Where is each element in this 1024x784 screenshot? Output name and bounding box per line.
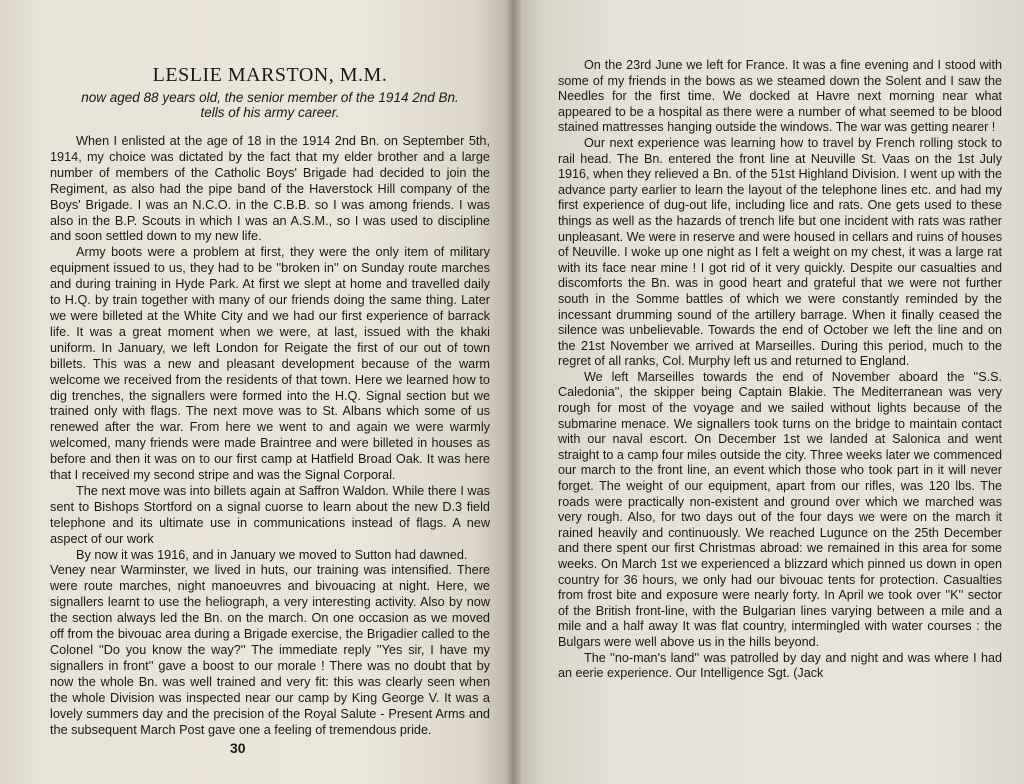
paragraph: Army boots were a problem at first, they were the only item of military equipment issued to us, they had to be ''broken in'' on Sunday route marches and during training in Hyde Park. At first we slept at home and travelled daily to H.Q. by train together with many of our friends doing the same thing. Later we were billeted at the White City and we had our first experience of barrack life. It was a great moment when we were, at last, issued with the khaki uniform. In January, we left London for Reigate the first of our out of town billets. This was a new and pleasant development because of the warm welcome we received from the residents of that town. Here we learned how to dig trenches, the signallers were formed into the H.Q. Signal section but we trained only with flags. The next move was to St. Albans which some of us renewed after the war. From here we went to and again we were warmly welcomed, many friends were made Braintree and were billeted in houses as before and then it was on to our first camp at Hatfield Broad Oak. It was here that I received my second stripe and was the Signal Corporal.: [50, 245, 490, 483]
paragraph: By now it was 1916, and in January we moved to Sutton had dawned.: [76, 547, 468, 562]
paragraph: Our next experience was learning how to travel by French rolling stock to rail head. The Bn. entered the front line at Neuville St. Vaas on the 1st July 1916, when they relieved a Bn. of the 51st Highland Division. I went up with the advance party earlier to learn the layout of the telephone lines etc. and had my first experience of dug-out life, including lice and rats. One gets used to these things as well as the hazards of trench life but one incident with rats was rather unpleasant. We were in reserve and were housed in cellars and ruins of houses of Neuville. I woke up one night as I felt a weight on my chest, it was a large rat with its face near mine ! I got rid of it very quickly. Despite our casualties and discomforts the Bn. was in good heart and grateful that we were not further south in the Somme battles of which we were constantly reminded by the incessant drumming sound of the artillery barrage. When it finally ceased the silence was unbelievable. Towards the end of October we left the line and on the 21st November we arrived at Marseilles. During this period, much to the regret of all ranks, Col. Murphy left us and returned to England.: [558, 135, 1002, 369]
article-title: LESLIE MARSTON, M.M.: [152, 64, 388, 86]
paragraph: On the 23rd June we left for France. It was a fine evening and I stood with some of my friends in the bows as we steamed down the Solent and I saw the Needles for the first time. We docked at Havre next morning near what appeared to be a hospital as there were a number of what seemed to be blood stained mattresses hanging outside the windows. The war was getting nearer !: [558, 58, 1002, 135]
paragraph: We left Marseilles towards the end of November aboard the ''S.S. Caledonia'', the skipper being Captain Blakie. The Mediterranean was very rough for most of the voyage and we sailed without lights because of the submarine menace. We signallers took turns on the bridge to maintain contact with our naval escort. On December 1st we landed at Salonica and went straight to a camp four miles outside the city. Three weeks later we commenced our march to the front line, an event which those who took part in it will never forget. The weight of our equipment, apart from our rifles, was 120 lbs. The roads were practically non-existent and ground over which we marched was very rough. Also, for two days out of the four days we were on the march it rained heavily and continuously. We reached Lugunce on the 25th December and there spent our first Christmas abroad: we remained in this area for some weeks. On March 1st we experienced a blizzard which pinned us down in open country for 36 hours, we only had our bivouac tents for protection. Casualties from frost bite and exposure were nearly forty. In April we took over ''K'' sector of the British front-line, with the Bulgarian lines varying between a mile and a mile and a half away It was flat country, intermingled with water courses : the Bulgars were well above us in the hills beyond.: [558, 369, 1002, 649]
page-number: 30: [230, 740, 246, 756]
subtitle-line-1: now aged 88 years old, the senior member of the 1914 2nd Bn.: [81, 90, 459, 105]
paragraph: The next move was into billets again at Saffron Waldon. While there I was sent to Bishops Stortford on a signal cuorse to learn about the new D.3 field telephone and its ultimate use in communications instead of flags. A new aspect of our work: [50, 483, 490, 546]
paragraph: Veney near Warminster, we lived in huts, our training was intensified. There were route marches, night manoeuvres and bivouacing at night. Here, we signallers learnt to use the heliograph, a very interesting activity. Also by now the section always led the Bn. on the march. On one occasion as we moved off from the bivouac area during a Brigade exercise, the Brigadier called to the Colonel ''Do you know the way?'' The immediate reply ''Yes sir, I have my signallers in front'' gave a boost to our morale ! There was no doubt that by now the whole Bn. was well trained and very fit: this was clearly seen when the whole Division was inspected near our camp by King George V. It was a lovely summers day and the precision of the Royal Salute - Present Arms and the subsequent March Post gave one a feeling of tremendous pride.: [50, 563, 490, 737]
book-gutter: [506, 0, 522, 784]
subtitle-line-2: tells of his army career.: [200, 105, 340, 120]
article-subtitle: [50, 90, 490, 120]
paragraph: When I enlisted at the age of 18 in the 1914 2nd Bn. on September 5th, 1914, my choice was dictated by the fact that my elder brother and a large number of members of the Catholic Boys' Brigade had decided to join the Regiment, as also had the pipe band of the Haverstock Hill company of the Boys' Brigade. I was an N.C.O. in the C.B.B. so I was among friends. I was also in the B.P. Scouts in which I was an A.S.M., so I was used to discipline and soon settled down to my new life.: [50, 134, 490, 244]
paragraph: The ''no-man's land'' was patrolled by day and night and was where I had an eerie experience. Our Intelligence Sgt. (Jack: [558, 650, 1002, 681]
right-page: [514, 0, 1024, 784]
